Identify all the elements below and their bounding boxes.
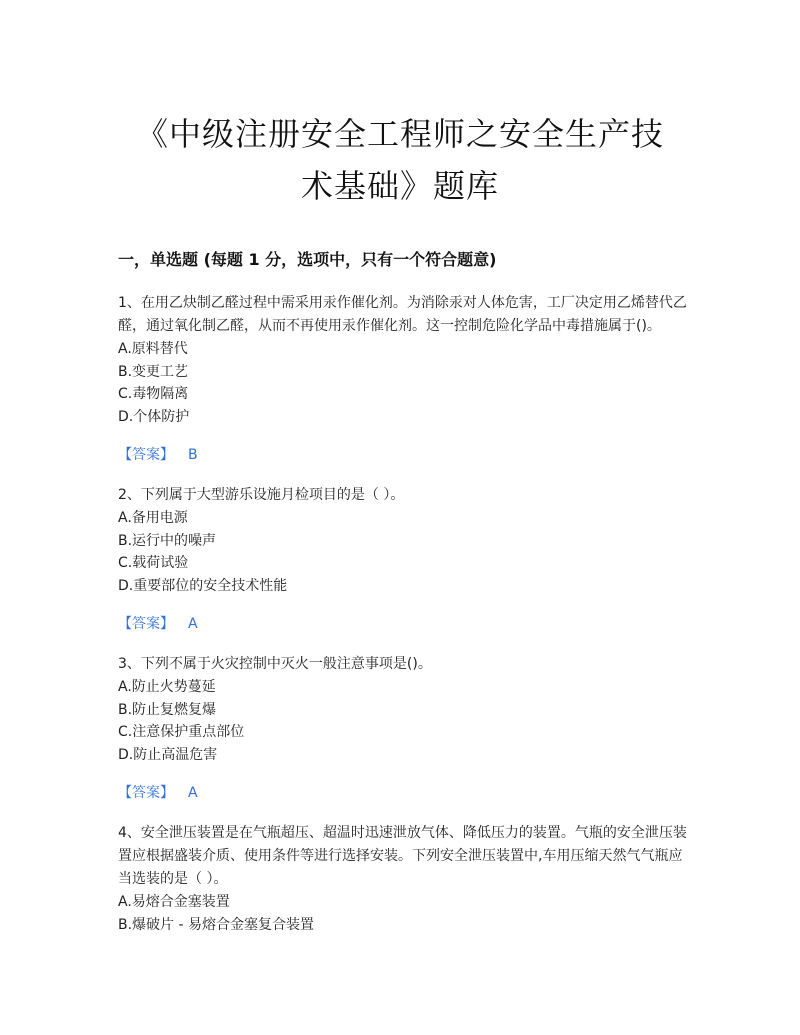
answer-value: B bbox=[188, 447, 198, 463]
answer-label: 【答案】 bbox=[118, 785, 174, 801]
question-2 bbox=[118, 484, 688, 635]
option-b: B.变更工艺 bbox=[118, 363, 189, 380]
option-b: B.运行中的噪声 bbox=[118, 532, 217, 549]
section-heading: 一，单选题 (每题 1 分，选项中，只有一个符合题意) bbox=[118, 250, 497, 269]
option-a: A.防止火势蔓延 bbox=[118, 679, 216, 695]
option-d: D.防止高温危害 bbox=[118, 746, 218, 763]
option-a: A.备用电源 bbox=[118, 510, 188, 526]
document-title-line-2: 术基础》题库 bbox=[300, 167, 499, 205]
answer-value: A bbox=[188, 785, 198, 801]
question-stem: 2、下列属于大型游乐设施月检项目的是（ ）。 bbox=[118, 487, 405, 503]
option-c: C.载荷试验 bbox=[118, 555, 189, 571]
question-stem: 3、下列不属于火灾控制中灭火一般注意事项是()。 bbox=[118, 656, 432, 672]
answer-row bbox=[118, 444, 688, 466]
answer-label: 【答案】 bbox=[118, 447, 174, 463]
question-list bbox=[118, 292, 688, 949]
option-b: B.爆破片 - 易熔合金塞复合装置 bbox=[118, 916, 315, 933]
answer-label: 【答案】 bbox=[118, 616, 174, 632]
answer-row bbox=[118, 613, 688, 635]
option-d: D.重要部位的安全技术性能 bbox=[118, 577, 288, 594]
question-stem: 1、在用乙炔制乙醛过程中需采用汞作催化剂。为消除汞对人体危害，工厂决定用乙烯替代乙醛，通过氧化制乙醛，从而不再使用汞作催化剂。这一控制危险化学品中毒措施属于()。 bbox=[118, 295, 687, 334]
question-1 bbox=[118, 292, 688, 466]
question-3 bbox=[118, 653, 688, 804]
option-a: A.原料替代 bbox=[118, 341, 188, 357]
document-title bbox=[100, 108, 700, 212]
document-title-line-1: 《中级注册安全工程师之安全生产技 bbox=[135, 115, 664, 153]
option-b: B.防止复燃复爆 bbox=[118, 701, 217, 718]
option-c: C.毒物隔离 bbox=[118, 386, 189, 402]
question-stem: 4、安全泄压装置是在气瓶超压、超温时迅速泄放气体、降低压力的装置。气瓶的安全泄压装置应根据盛装介质、使用条件等进行选择安装。下列安全泄压装置中,车用压缩天然气气瓶应当选装的是（ ）。 bbox=[118, 825, 687, 887]
option-c: C.注意保护重点部位 bbox=[118, 724, 245, 740]
answer-value: A bbox=[188, 616, 198, 632]
question-4 bbox=[118, 822, 688, 936]
answer-row bbox=[118, 782, 688, 804]
option-a: A.易熔合金塞装置 bbox=[118, 894, 230, 910]
option-d: D.个体防护 bbox=[118, 408, 190, 425]
